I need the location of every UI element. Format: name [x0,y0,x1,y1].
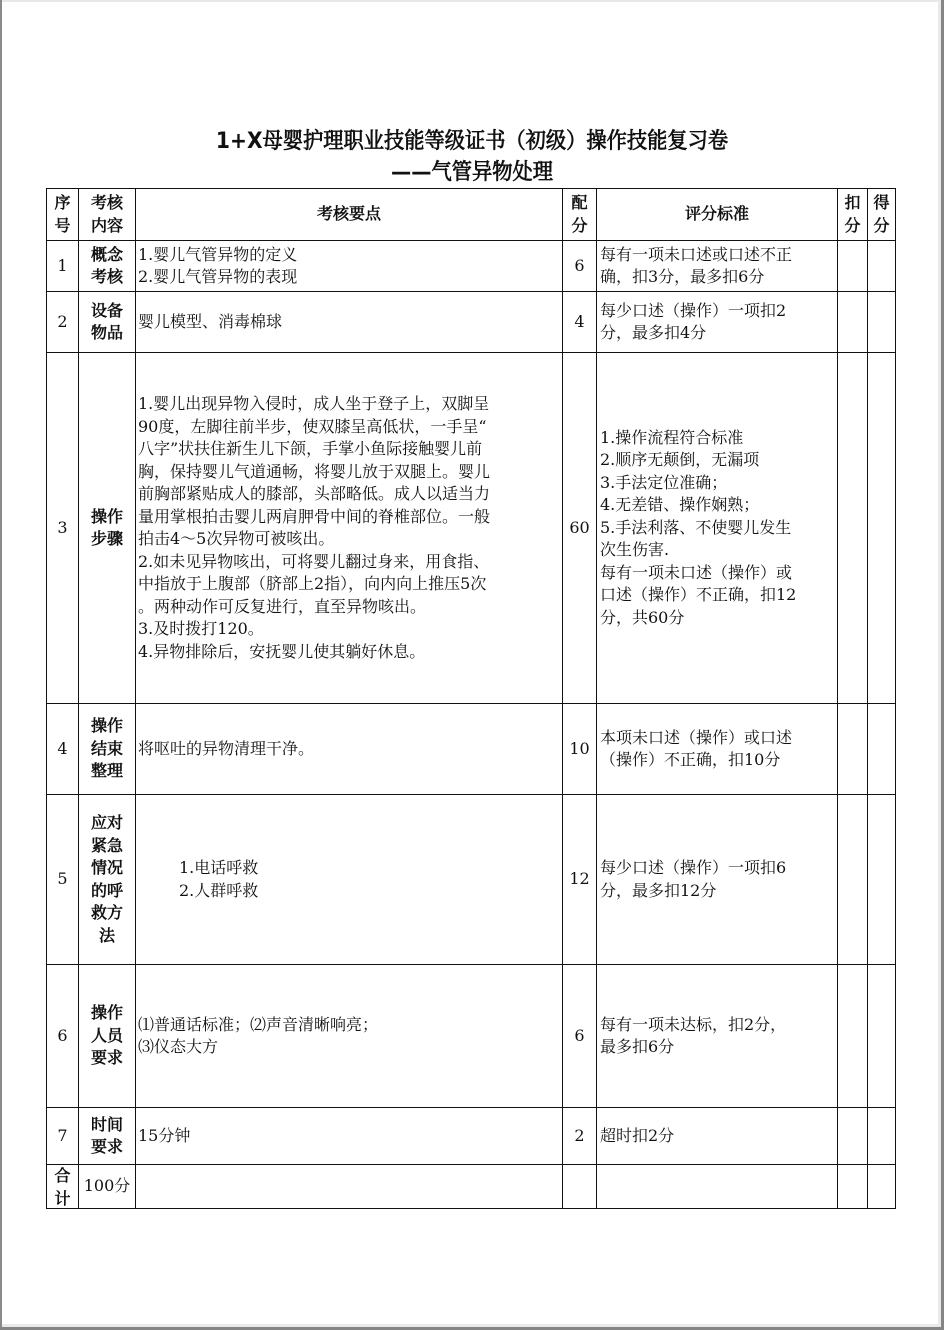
points-line: 拍击4～5次异物可被咳出。 [138,529,335,548]
category-line: 的呼 [90,880,123,900]
criteria-line: 每有一项未达标，扣2分， [600,1014,787,1034]
category-line: 人员 [90,1025,123,1045]
category-line: 要求 [90,1137,123,1156]
points-line: 2.如未见异物咳出，可将婴儿翻过身来，用食指、 [138,551,490,571]
category-line: 操作 [90,716,123,736]
row-points [136,1108,563,1165]
row-score: 4 [563,292,597,353]
earned-cell[interactable] [868,292,896,353]
deduct-cell[interactable] [838,704,868,795]
category-line: 结束 [90,738,123,758]
points-line: 量用掌根拍击婴儿两肩胛骨中间的脊椎部位。一般 [138,506,491,526]
header-score-line: 分 [571,215,588,235]
row-score: 10 [563,704,597,795]
criteria-line: 最多扣6分 [600,1037,675,1056]
row-number: 6 [47,965,79,1108]
points-line: 前胸部紧贴成人的膝部，头部略低。成人以适当力 [138,484,491,503]
table-row [47,965,896,1108]
row-score: 6 [563,241,597,292]
row-criteria [597,704,838,795]
total-label-line: 计 [54,1188,71,1208]
points-line: 3.及时拨打120。 [138,619,264,638]
document-subtitle: ——气管异物处理 [391,160,553,185]
category-line: 要求 [90,1048,123,1068]
total-label [47,1165,79,1209]
row-number: 1 [47,241,79,292]
row-number: 5 [47,795,79,965]
earned-cell[interactable] [868,965,896,1108]
header-no-line: 序 [54,193,71,212]
row-criteria [597,292,838,353]
criteria-line: 次生伤害. [600,540,670,560]
criteria-line: 分，最多扣12分 [600,880,717,900]
table-row [47,1108,896,1165]
row-score: 2 [563,1108,597,1165]
document-title: 1+X母婴护理职业技能等级证书（初级）操作技能复习卷 [215,129,729,154]
header-points: 考核要点 [136,189,563,241]
category-line: 考核 [90,267,123,286]
row-category [79,292,136,353]
row-points [136,704,563,795]
table-row [47,241,896,292]
row-points [136,241,563,292]
deduct-cell[interactable] [838,795,868,965]
row-points [136,795,563,965]
points-line: 1.婴儿出现异物入侵时，成人坐于登子上，双脚呈 [138,394,490,413]
earned-cell[interactable] [868,704,896,795]
criteria-line: 5.手法利落、不使婴儿发生 [600,517,792,537]
deduct-cell[interactable] [838,965,868,1108]
criteria-line: 本项未口述（操作）或口述 [600,727,793,747]
row-category [79,795,136,965]
header-deduct-line: 分 [844,215,861,235]
page-frame-top [2,0,942,2]
page-frame-left [0,0,2,1330]
criteria-line: 1.操作流程符合标准 [600,427,744,447]
points-line: 2.人群呼救 [179,880,259,900]
row-category [79,241,136,292]
criteria-line: 分，最多扣4分 [600,323,707,342]
criteria-line: 每少口述（操作）一项扣2 [600,300,787,320]
criteria-line: 口述（操作）不正确，扣12 [600,585,797,605]
row-score: 60 [563,353,597,704]
criteria-line: 每有一项未口述或口述不正 [600,244,793,264]
points-line: 1.婴儿气管异物的定义 [138,244,298,264]
category-line: 整理 [90,761,123,781]
row-criteria [597,1108,838,1165]
earned-cell[interactable] [868,353,896,704]
row-criteria [597,353,838,704]
row-number: 7 [47,1108,79,1165]
row-criteria [597,965,838,1108]
header-no-line: 号 [54,215,71,235]
criteria-line: 分，共60分 [600,607,685,627]
row-category [79,1108,136,1165]
criteria-line: 2.顺序无颠倒，无漏项 [600,450,760,470]
points-line: 婴儿模型、消毒棉球 [138,311,283,331]
header-earned-line: 得 [873,193,890,212]
header-category-line: 考核 [90,193,123,212]
deduct-cell[interactable] [838,1108,868,1165]
total-value: 100分 [79,1165,136,1209]
category-line: 操作 [90,1003,123,1023]
header-no [47,189,79,241]
total-deduct-cell[interactable] [838,1165,868,1209]
criteria-line: 每有一项未口述（操作）或 [600,562,793,582]
header-score-line: 配 [571,193,588,212]
category-line: 操作 [90,506,123,526]
scoring-table [46,188,896,1209]
points-line: 。两种动作可反复进行，直至异物咳出。 [138,596,427,616]
row-criteria [597,795,838,965]
points-line: 中指放于上腹部（脐部上2指），向内向上推压5次 [138,574,487,593]
criteria-line: 3.手法定位准确； [600,472,728,492]
points-line: 2.婴儿气管异物的表现 [138,267,298,286]
row-points [136,292,563,353]
deduct-cell[interactable] [838,241,868,292]
earned-cell[interactable] [868,795,896,965]
points-line: 1.电话呼救 [179,858,259,877]
header-criteria: 评分标准 [597,189,838,241]
row-criteria [597,241,838,292]
row-category [79,704,136,795]
total-empty-cell [597,1165,838,1209]
table-row [47,704,896,795]
category-line: 步骤 [90,529,123,548]
criteria-line: （操作）不正确，扣10分 [600,750,781,769]
category-line: 设备 [90,300,123,320]
points-line: ⑶仪态大方 [138,1037,219,1056]
row-number: 3 [47,353,79,704]
category-line: 概念 [90,244,123,264]
table-row [47,292,896,353]
total-label-line: 合 [54,1166,71,1185]
table-row [47,353,896,704]
header-category [79,189,136,241]
category-line: 应对 [90,813,123,832]
header-category-line: 内容 [90,215,123,235]
points-line: 将呕吐的异物清理干净。 [138,738,315,758]
row-category [79,965,136,1108]
header-earned [868,189,896,241]
category-line: 法 [98,925,115,945]
points-line: 90度，左脚往前半步，使双膝呈高低状，一手呈“ [138,416,487,436]
points-line: 八字”状扶住新生儿下颌，手掌小鱼际接触婴儿前 [138,439,483,458]
header-deduct-line: 扣 [844,193,861,212]
total-empty-cell [563,1165,597,1209]
row-points [136,353,563,704]
total-row [47,1165,896,1209]
earned-cell[interactable] [868,1108,896,1165]
category-line: 救方 [90,903,123,922]
row-score: 6 [563,965,597,1108]
deduct-cell[interactable] [838,353,868,704]
points-line: ⑴普通话标准；⑵声音清晰响亮； [138,1014,379,1034]
row-score: 12 [563,795,597,965]
category-line: 时间 [90,1114,123,1134]
points-line: 4.异物排除后，安抚婴儿使其躺好休息。 [138,641,426,661]
row-category [79,353,136,704]
row-points [136,965,563,1108]
deduct-cell[interactable] [838,292,868,353]
table-row [47,795,896,965]
header-deduct [838,189,868,241]
row-number: 2 [47,292,79,353]
header-score [563,189,597,241]
points-line: 15分钟 [138,1125,191,1145]
earned-cell[interactable] [868,241,896,292]
criteria-line: 每少口述（操作）一项扣6 [600,858,787,877]
header-earned-line: 分 [873,215,890,235]
criteria-line: 确，扣3分，最多扣6分 [600,267,765,286]
criteria-line: 超时扣2分 [600,1125,675,1145]
category-line: 物品 [90,323,123,342]
total-earned-cell[interactable] [868,1165,896,1209]
category-line: 紧急 [90,835,123,855]
points-line: 胸，保持婴儿气道通畅，将婴儿放于双腿上。婴儿 [138,461,491,481]
criteria-line: 4.无差错、操作娴熟； [600,495,760,515]
category-line: 情况 [90,858,123,877]
row-number: 4 [47,704,79,795]
header-row [47,189,896,241]
total-empty-cell [136,1165,563,1209]
